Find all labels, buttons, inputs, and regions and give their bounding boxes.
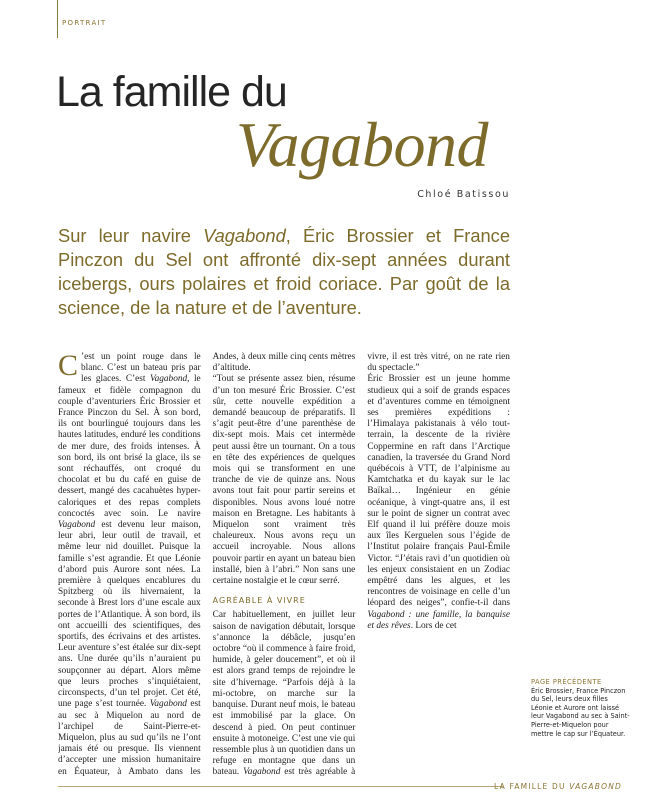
boat-name: Vagabond <box>149 699 187 710</box>
body-text: . Lors de cet <box>410 620 457 631</box>
drop-cap: C <box>58 352 79 382</box>
running-footer <box>494 782 622 791</box>
subheading: AGRÉABLE À VIVRE <box>212 596 306 606</box>
lead-paragraph <box>58 224 510 320</box>
body-text: , le fameux et fidèle compagnon du couple d’aventuriers Éric Brossier et France Pinczon du Sel. À son bord, ils ont bourlingué toujours dans les hautes latitudes, enduré les conditions de mer dure, des froids intenses. À son bord, ils ont brisé la glace, ils se sont réchauffés, ont croqué du chocolat et bu du café en guise de dessert, mangé des cacahuètes hyper-caloriques et des repas complets concoctés avec soin. Le navire <box>58 374 201 519</box>
body-text: Éric Brossier est un jeune homme studieux qui a soif de grands espaces et d’aventures comme en témoignent ses premières expéditions : l’Himalaya pakistanais à vélo tout-terrain, la descente de la rivière Coppermine en raft dans l’Arctique canadien, la traversée du Grand Nord québécois à VTT, de l’alpinisme au Kamtchatka et du kayak sur le lac Baïkal… Ingénieur en génie océanique, à vingt-quatre ans, il est sur le point de signer un contrat avec Elf quand il lui préfère douze mois aux îles Kerguelen sous l’égide de l’Institut polaire français Paul-Émile Victor. “J’étais ravi d’un quotidien où les enjeux consistaient en un Zodiac empêtré dans les algues, et les rencontres de voisinage en celle d’un léopard des neiges”, confie-t-il dans <box>367 374 510 609</box>
section-label: PORTRAIT <box>62 19 107 27</box>
header-rule <box>57 0 58 38</box>
body-text: est devenu leur maison, leur abri, leur outil de travail, et même leur nid douillet. Puisque la famille s’est agrandie. Et que Léonie d’abord puis Aurore sont nées. La première à quelques encablures du Spitzberg où ils hivernaient, la seconde à Brest lors d’une escale aux portes de l’Atlantique. À son bord, ils ont accueilli des scientifiques, des sportifs, des écrivains et des artistes. Leur aventure s’est étalée sur dix-sept ans. Une durée qu’ils n’auraient pu soupçonner au départ. Alors même que leurs proches s’inquiétaient, circonspects, d’un tel projet. Cet été, une page s’est tournée. <box>58 520 201 710</box>
author-byline: Chloé Batissou <box>417 189 510 200</box>
footer-boat-name: VAGABOND <box>569 782 622 791</box>
lead-boat-name: Vagabond <box>203 225 286 246</box>
body-text: Car habituellement, en juillet leur saison de navigation débutait, lorsque s’annonce la débâcle, jusqu’en octobre “où il commence à faire froid, humide, à geler doucement”, et où il est alors grand temps de rejoindre le site d’hivernage. “Parfois déjà à la mi-octobre, on marche sur la banquise. Durant neuf mois, le bateau est immobilisé par la glace. On descend à pied. On peut continuer ensuite à motoneige. C’est une vie qui ressemble plus à un quotidien dans un refuge en montagne que dans un bateau. <box>212 610 356 778</box>
body-text: ’est un point rouge dans le blanc. C’est un bateau pris par les glaces. C’est <box>81 352 201 385</box>
caption-text: Éric Brossier, France Pinczon du Sel, leurs deux filles Léonie et Aurore ont laissé leur Vagabond au sec à Saint-Pierre-et-Miquelon pour mettre le cap sur l’Équateur. <box>531 686 630 738</box>
footer-text: LA FAMILLE DU <box>494 782 570 791</box>
body-text: est au sec à Miquelon au nord de l’archipel de Saint-Pierre-et-Miquelon, plus au sud qu’ils ne l’ont jamais été ou presque. Ils viennent d’accepter une mission humanitaire en Équateur, à Ambato dans les Andes, à deux mille cinq cents mètres d’altitude. <box>58 352 356 777</box>
photo-caption <box>531 678 631 738</box>
body-paragraph: “Tout se présente assez bien, résume d’un ton mesuré Éric Brossier. C’est sûr, cette nouvelle expédition a demandé beaucoup de préparatifs. Il s’agit peut-être d’une parenthèse de dix-sept mois. Mais cet intermède peut aussi être un tournant. On a tous en tête des expériences de quelques mois qui se transforment en une tranche de vie de quinze ans. Nous avons tout fait pour partir sereins et disponibles. Nous avons loué notre maison en Bretagne. Les habitants à Miquelon sont vraiment très chaleureux. Nous avons reçu un accueil incroyable. Nous allons pouvoir partir en ayant un bateau bien installé, bien à l’abri.” Non sans une certaine nostalgie et le cœur serré. <box>212 374 356 587</box>
book-title: Vagabond : une famille, la banquise et des rêves <box>367 609 510 631</box>
boat-name: Vagabond <box>243 767 281 778</box>
boat-name: Vagabond <box>149 374 188 385</box>
article-title-line1: La famille du <box>56 68 287 116</box>
footer-rule <box>58 786 503 787</box>
body-paragraph <box>367 374 510 632</box>
lead-text-1: Sur leur navire <box>58 225 204 246</box>
caption-label: PAGE PRÉCÉDENTE <box>531 678 602 686</box>
boat-name: Vagabond <box>58 520 96 531</box>
article-title-line2: Vagabond <box>236 109 488 180</box>
body-text: est très agréable à vivre, il est très vitré, on ne rate rien du spectacle.” <box>280 352 510 778</box>
article-body <box>58 352 510 782</box>
lead-text-2: , Éric Brossier et France Pinczon du Sel ont affronté dix-sept années durant icebergs, ours polaires et froid coriace. Par goût de la science, de la nature et de l’aventure. <box>58 225 510 318</box>
